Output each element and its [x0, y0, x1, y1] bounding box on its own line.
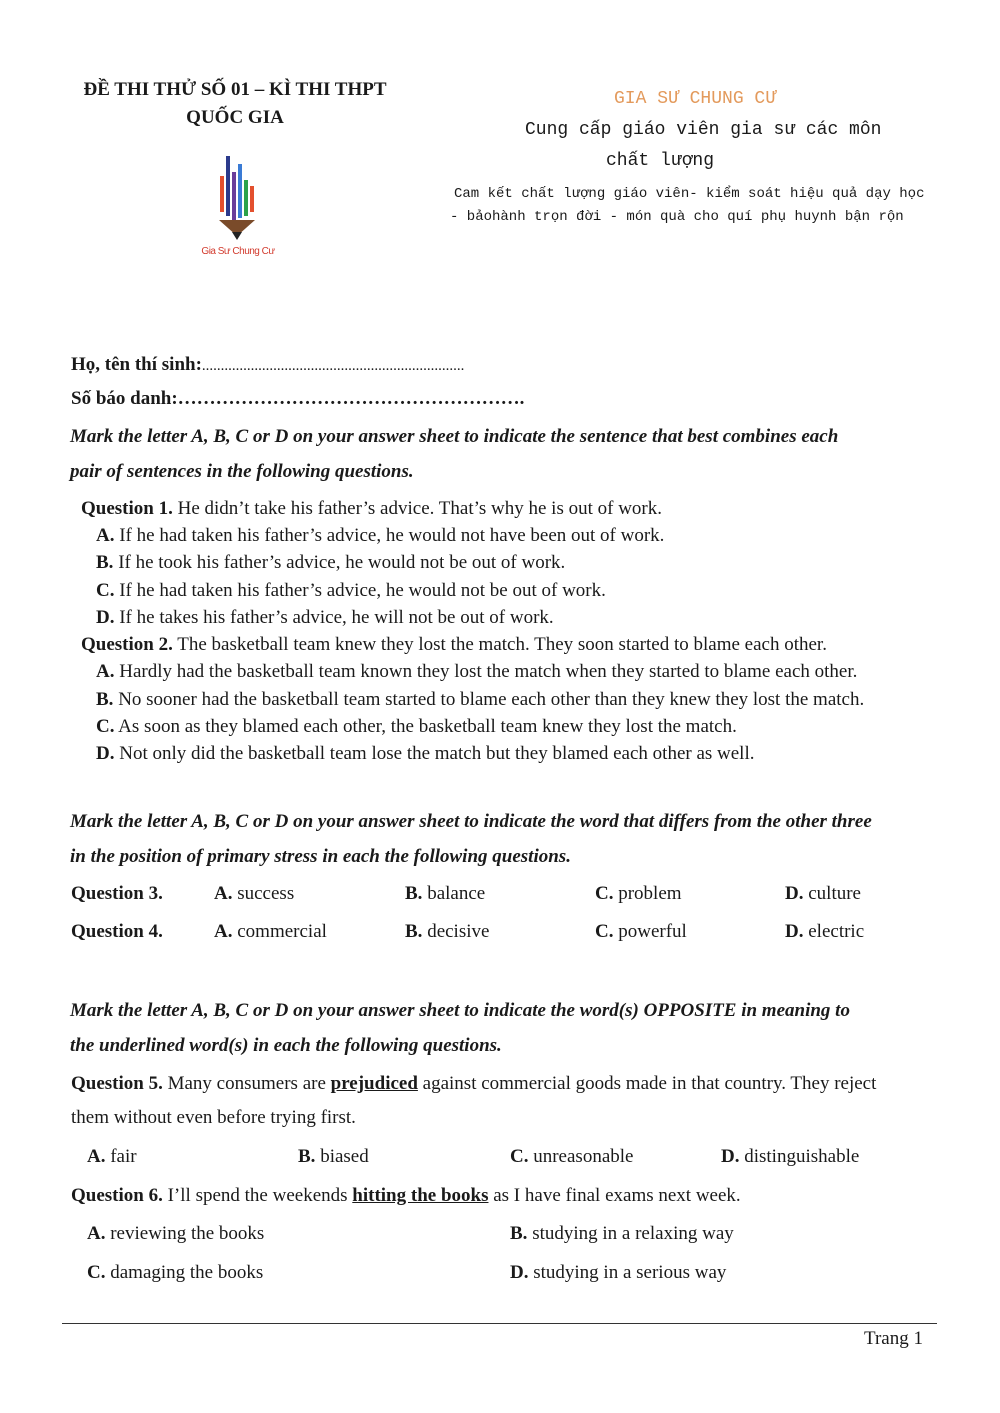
option-letter: C.: [510, 1146, 529, 1167]
option-letter: B.: [298, 1146, 316, 1167]
option-text: Hardly had the basketball team known they lost the match when they started to blame each other.: [114, 661, 858, 682]
logo: [183, 150, 293, 270]
candidate-name-label: Họ, tên thí sinh:: [71, 354, 202, 375]
question-text: against commercial goods made in that country. They reject: [417, 1073, 877, 1094]
question-3: [71, 883, 163, 905]
q5-option-d[interactable]: [721, 1146, 859, 1168]
option-letter: A.: [96, 525, 115, 546]
q3-option-b[interactable]: [405, 883, 485, 905]
option-text: No sooner had the basketball team started to blame each other than they knew they lost the match.: [113, 689, 865, 710]
option-text: commercial: [232, 921, 327, 942]
commitment-line1: Cam kết chất lượng giáo viên- kiểm soát hiệu quả dạy học: [454, 186, 925, 202]
option-text: powerful: [613, 921, 687, 942]
option-letter: D.: [785, 921, 804, 942]
option-text: distinguishable: [739, 1146, 860, 1167]
candidate-name-dots: ......................................................................: [201, 358, 465, 374]
option-text: culture: [803, 883, 861, 904]
question-text: Many consumers are: [162, 1073, 331, 1094]
option-text: If he takes his father’s advice, he will not be out of work.: [114, 607, 554, 628]
question-text: He didn’t take his father’s advice. That’s why he is out of work.: [172, 498, 663, 519]
pencil-logo-icon: [183, 150, 293, 245]
q6-option-c[interactable]: [87, 1262, 263, 1284]
q4-option-d[interactable]: [785, 921, 864, 943]
q2-option-a[interactable]: [96, 661, 857, 683]
q5-option-c[interactable]: [510, 1146, 633, 1168]
commitment-line2: - bảohành trọn đời - món quà cho quí phụ huynh bận rộn: [450, 209, 904, 225]
question-label: Question 2.: [81, 634, 173, 655]
instruction-line: the underlined word(s) in each the following questions.: [70, 1035, 502, 1056]
underlined-word: hitting the books: [352, 1185, 489, 1206]
brand-name: GIA SƯ CHUNG CƯ: [614, 89, 777, 109]
option-letter: B.: [96, 689, 114, 710]
option-letter: A.: [214, 883, 233, 904]
instruction-line: pair of sentences in the following questions.: [70, 461, 414, 482]
instruction-line: Mark the letter A, B, C or D on your answer sheet to indicate the word(s) OPPOSITE in meaning to: [70, 1000, 850, 1021]
q2-option-b[interactable]: [96, 689, 864, 711]
q4-option-a[interactable]: [214, 921, 327, 943]
q3-option-c[interactable]: [595, 883, 682, 905]
q1-option-a[interactable]: [96, 525, 664, 547]
option-text: unreasonable: [528, 1146, 634, 1167]
question-text: I’ll spend the weekends: [162, 1185, 353, 1206]
option-letter: C.: [595, 883, 614, 904]
option-letter: A.: [96, 661, 115, 682]
q5-option-b[interactable]: [298, 1146, 369, 1168]
option-text: balance: [422, 883, 486, 904]
q5-option-a[interactable]: [87, 1146, 137, 1168]
section-1-instruction: [70, 419, 930, 489]
underlined-word: prejudiced: [330, 1073, 418, 1094]
option-text: If he took his father’s advice, he would not be out of work.: [113, 552, 566, 573]
candidate-name-field[interactable]: [71, 354, 464, 376]
option-text: damaging the books: [105, 1262, 264, 1283]
q4-option-c[interactable]: [595, 921, 687, 943]
instruction-line: in the position of primary stress in each the following questions.: [70, 846, 571, 867]
option-text: reviewing the books: [105, 1223, 265, 1244]
option-letter: D.: [721, 1146, 740, 1167]
candidate-id-field[interactable]: [71, 388, 524, 410]
option-text: If he had taken his father’s advice, he would not be out of work.: [114, 580, 606, 601]
option-text: electric: [803, 921, 865, 942]
option-text: success: [232, 883, 295, 904]
option-text: studying in a serious way: [528, 1262, 727, 1283]
q3-option-d[interactable]: [785, 883, 861, 905]
option-text: decisive: [422, 921, 490, 942]
tagline-line2: chất lượng: [606, 151, 715, 171]
instruction-line: Mark the letter A, B, C or D on your answer sheet to indicate the sentence that best combines each: [70, 426, 839, 447]
question-label: Question 6.: [71, 1185, 163, 1206]
question-label: Question 4.: [71, 921, 163, 942]
q1-option-d[interactable]: [96, 607, 554, 629]
question-label: Question 5.: [71, 1073, 163, 1094]
option-letter: C.: [96, 580, 115, 601]
option-letter: C.: [87, 1262, 106, 1283]
option-text: studying in a relaxing way: [527, 1223, 734, 1244]
option-letter: D.: [785, 883, 804, 904]
section-3-instruction: [70, 993, 930, 1063]
option-text: problem: [613, 883, 682, 904]
q2-option-d[interactable]: [96, 743, 755, 765]
option-text: fair: [105, 1146, 137, 1167]
q2-option-c[interactable]: [96, 716, 737, 738]
option-text: Not only did the basketball team lose the match but they blamed each other as well.: [114, 743, 755, 764]
q4-option-b[interactable]: [405, 921, 489, 943]
option-letter: C.: [96, 716, 115, 737]
tagline-line1: Cung cấp giáo viên gia sư các môn: [525, 120, 882, 140]
option-text: As soon as they blamed each other, the basketball team knew they lost the match.: [114, 716, 737, 737]
q1-option-b[interactable]: [96, 552, 565, 574]
footer-divider: [62, 1323, 937, 1324]
option-letter: D.: [510, 1262, 529, 1283]
instruction-line: Mark the letter A, B, C or D on your answer sheet to indicate the word that differs from the other three: [70, 811, 872, 832]
question-6: [71, 1185, 741, 1207]
option-letter: B.: [96, 552, 114, 573]
question-text: as I have final exams next week.: [488, 1185, 741, 1206]
q6-option-d[interactable]: [510, 1262, 726, 1284]
logo-text: Gia Sư Chung Cư: [201, 246, 275, 257]
exam-title: [60, 76, 410, 132]
question-label: Question 3.: [71, 883, 163, 904]
option-letter: A.: [87, 1146, 106, 1167]
section-2-instruction: [70, 804, 930, 874]
question-2: [81, 634, 827, 656]
question-4: [71, 921, 163, 943]
candidate-id-dots: ……………………………………………….: [177, 388, 525, 409]
option-letter: D.: [96, 743, 115, 764]
option-letter: D.: [96, 607, 115, 628]
question-5: [71, 1073, 876, 1095]
option-letter: B.: [405, 883, 423, 904]
q3-option-a[interactable]: [214, 883, 294, 905]
candidate-id-label: Số báo danh:: [71, 388, 178, 409]
option-text: If he had taken his father’s advice, he would not have been out of work.: [114, 525, 665, 546]
q1-option-c[interactable]: [96, 580, 606, 602]
question-label: Question 1.: [81, 498, 173, 519]
q6-option-b[interactable]: [510, 1223, 734, 1245]
option-letter: A.: [214, 921, 233, 942]
option-letter: B.: [405, 921, 423, 942]
option-letter: C.: [595, 921, 614, 942]
question-1: [81, 498, 662, 520]
option-text: biased: [315, 1146, 369, 1167]
exam-title-line1: ĐỀ THI THỬ SỐ 01 – KÌ THI THPT: [83, 79, 387, 100]
question-5-line2: them without even before trying first.: [71, 1107, 356, 1128]
question-text: The basketball team knew they lost the match. They soon started to blame each other.: [172, 634, 827, 655]
page-number: Trang 1: [864, 1328, 923, 1349]
q6-option-a[interactable]: [87, 1223, 264, 1245]
option-letter: A.: [87, 1223, 106, 1244]
option-letter: B.: [510, 1223, 528, 1244]
exam-title-line2: QUỐC GIA: [186, 107, 284, 128]
